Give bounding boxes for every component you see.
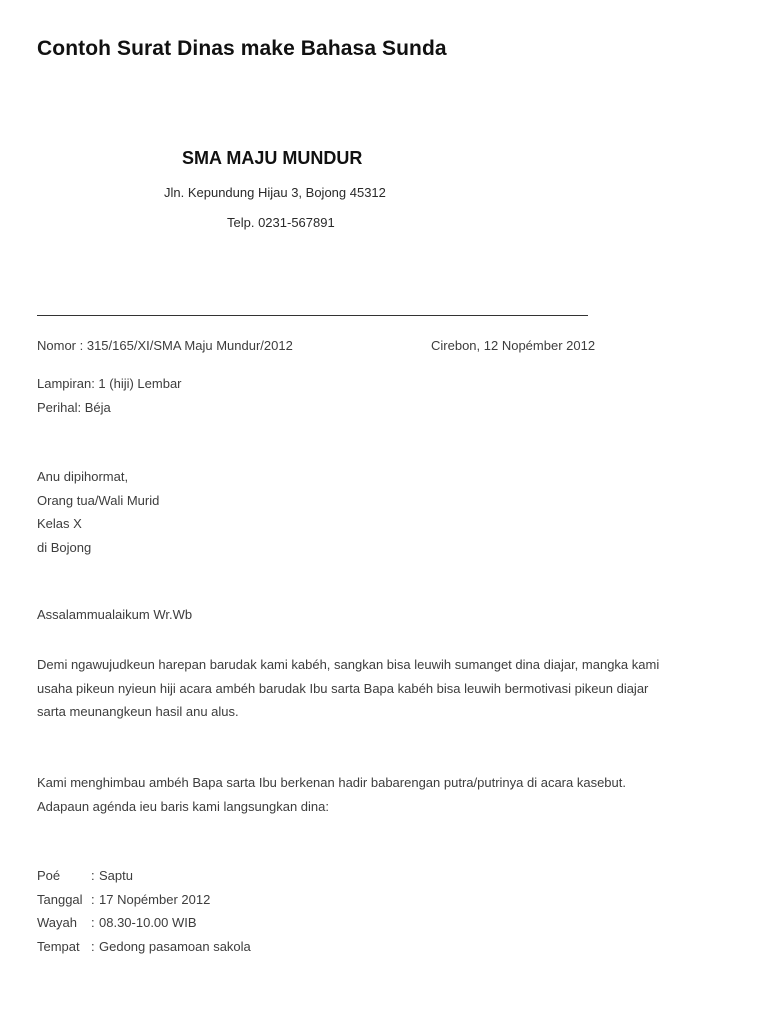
- agenda-row-date: [37, 888, 251, 912]
- agenda-label: Wayah: [37, 915, 77, 930]
- agenda-value: 17 Nopémber 2012: [99, 891, 211, 907]
- agenda-label: Poé: [37, 868, 61, 883]
- recipient-line: Anu dipihormat,: [37, 469, 129, 484]
- agenda-separator: :: [91, 868, 95, 883]
- agenda-row-time: [37, 911, 251, 935]
- paragraph-line: Adapaun agénda ieu baris kami langsungkan dina:: [37, 798, 329, 814]
- letterhead-divider: [37, 315, 588, 316]
- agenda-value: Gedong pasamoan sakola: [99, 938, 251, 954]
- body-paragraph-1: [37, 653, 659, 724]
- attachment-line: Lampiran: 1 (hiji) Lembar: [37, 376, 182, 391]
- school-address: Jln. Kepundung Hijau 3, Bojong 45312: [164, 185, 386, 200]
- agenda-separator: :: [91, 938, 95, 954]
- body-paragraph-2: [37, 771, 626, 818]
- subject-line: Perihal: Béja: [37, 399, 111, 415]
- recipient-line: Kelas X: [37, 516, 82, 531]
- agenda-list: [37, 864, 251, 958]
- recipient-line: di Bojong: [37, 539, 92, 555]
- agenda-row-day: [37, 864, 251, 888]
- paragraph-line: sarta meunangkeun hasil anu alus.: [37, 704, 239, 719]
- paragraph-line: Kami menghimbau ambéh Bapa sarta Ibu berkenan hadir babarengan putra/putrinya di acara kasebut.: [37, 775, 626, 790]
- school-phone: Telp. 0231-567891: [227, 215, 335, 230]
- paragraph-line: Demi ngawujudkeun harepan barudak kami kabéh, sangkan bisa leuwih sumanget dina diajar, mangka kami: [37, 657, 660, 672]
- letter-place-date: Cirebon, 12 Nopémber 2012: [431, 338, 596, 353]
- greeting: Assalammualaikum Wr.Wb: [37, 607, 193, 622]
- agenda-separator: :: [91, 891, 95, 907]
- recipient-line: Orang tua/Wali Murid: [37, 492, 160, 508]
- agenda-label: Tempat: [37, 938, 80, 954]
- recipient-address: [37, 465, 159, 559]
- agenda-row-place: [37, 935, 251, 959]
- agenda-label: Tanggal: [37, 891, 83, 907]
- agenda-value: Saptu: [99, 868, 133, 883]
- agenda-value: 08.30-10.00 WIB: [99, 915, 197, 930]
- letter-attachment-subject: [37, 372, 182, 419]
- letter-number: Nomor : 315/165/XI/SMA Maju Mundur/2012: [37, 338, 293, 353]
- agenda-separator: :: [91, 915, 95, 930]
- school-name: SMA MAJU MUNDUR: [182, 148, 363, 168]
- document-title: Contoh Surat Dinas make Bahasa Sunda: [37, 37, 447, 60]
- paragraph-line: usaha pikeun nyieun hiji acara ambéh barudak Ibu sarta Bapa kabéh bisa leuwih bermotivasi pikeun diajar: [37, 680, 649, 696]
